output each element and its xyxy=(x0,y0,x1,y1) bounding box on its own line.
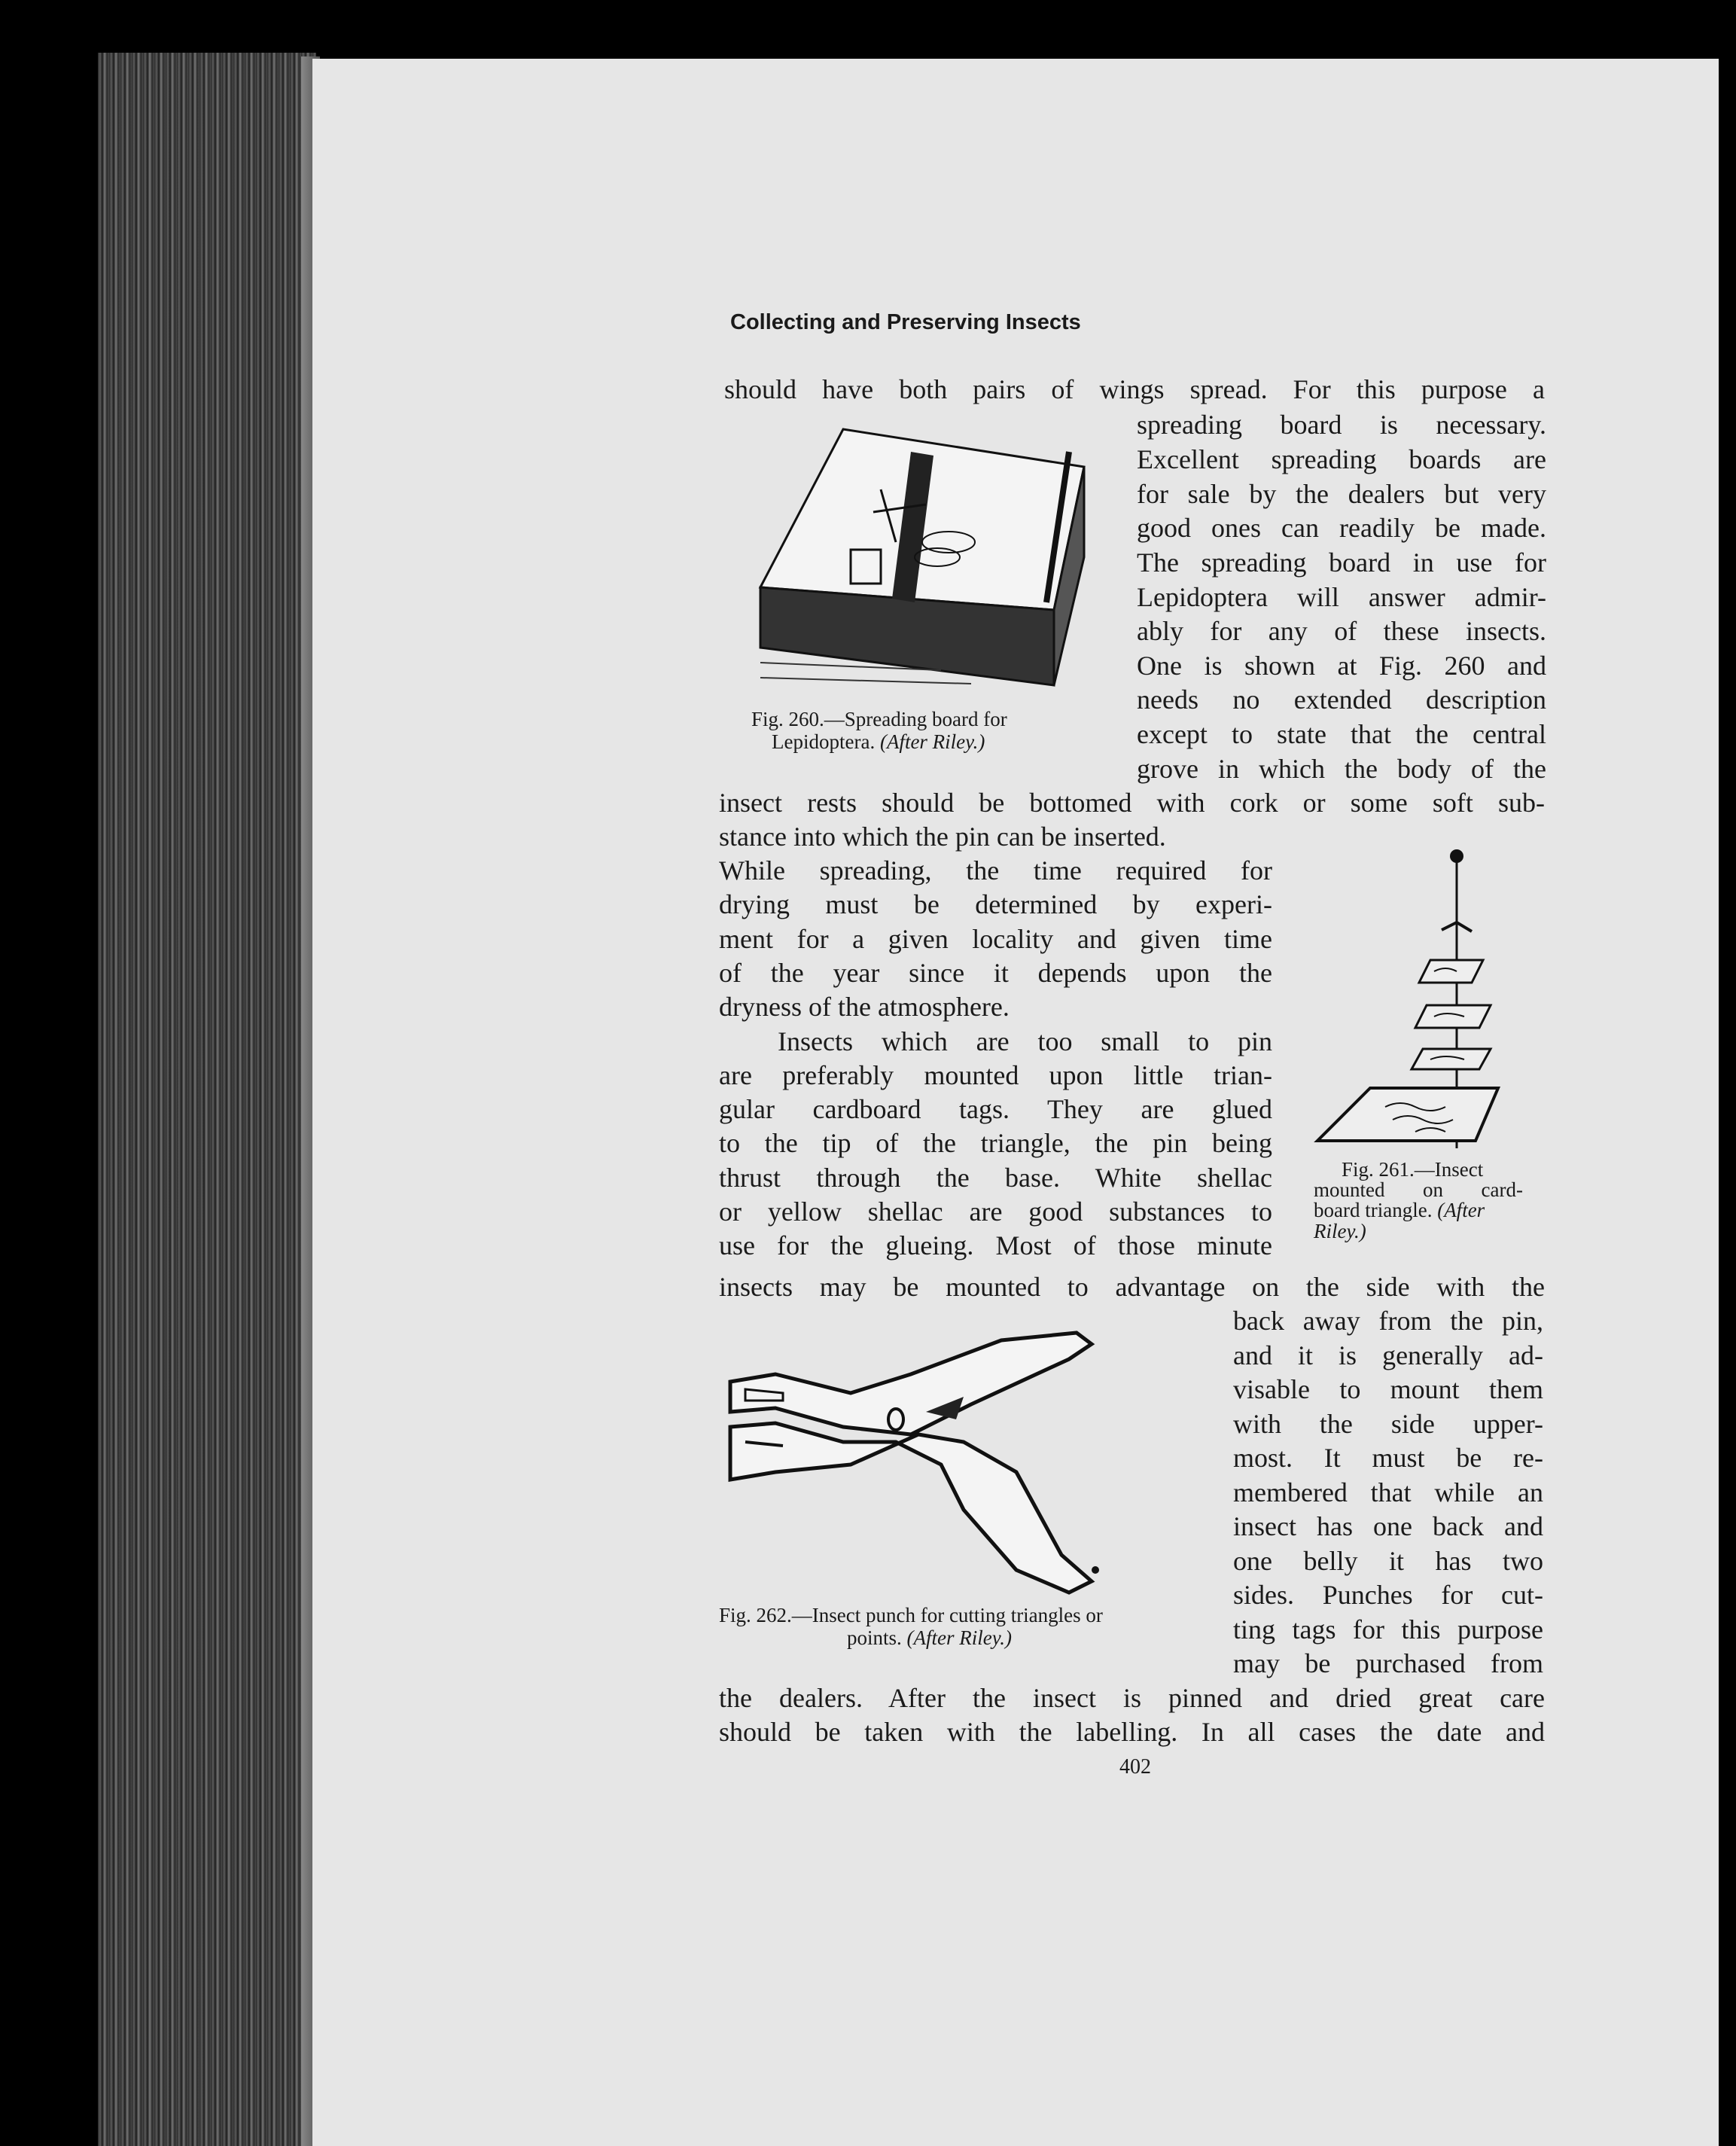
text-line: use for the glueing. Most of those minute xyxy=(719,1230,1272,1260)
text-line: for sale by the dealers but very xyxy=(1137,479,1546,509)
text-line: of the year since it depends upon the xyxy=(719,958,1272,988)
text-line: insect has one back and xyxy=(1233,1511,1543,1541)
text-line: insects may be mounted to advantage on the side with the xyxy=(719,1272,1545,1302)
fig260-caption-text: Lepidoptera. xyxy=(772,730,876,753)
text-line: ably for any of these insects. xyxy=(1137,616,1546,646)
fig261-caption-text: board triangle. xyxy=(1314,1199,1433,1221)
text-line: Excellent spreading boards are xyxy=(1137,444,1546,474)
text-line: membered that while an xyxy=(1233,1477,1543,1507)
text-line: thrust through the base. White shellac xyxy=(719,1163,1272,1193)
text-line: stance into which the pin can be inserted. xyxy=(719,822,1166,852)
text-line: Lepidoptera will answer admir- xyxy=(1137,582,1546,612)
figure-spreading-board xyxy=(745,422,1099,700)
text-line: Insects which are too small to pin xyxy=(778,1026,1272,1056)
figure-insect-punch xyxy=(715,1321,1205,1600)
text-line: One is shown at Fig. 260 and xyxy=(1137,651,1546,681)
text-line: the dealers. After the insect is pinned and dried great care xyxy=(719,1683,1545,1713)
fig260-caption-line2 xyxy=(772,730,985,753)
text-line: gular cardboard tags. They are glued xyxy=(719,1094,1272,1124)
text-line: good ones can readily be made. xyxy=(1137,513,1546,543)
text-line: most. It must be re- xyxy=(1233,1443,1543,1473)
fig261-caption-line1: Fig. 261.—Insect xyxy=(1342,1158,1484,1181)
fig262-caption-line1: Fig. 262.—Insect punch for cutting triangles or xyxy=(719,1604,1103,1626)
fig260-caption-line1: Fig. 260.—Spreading board for xyxy=(751,708,1007,730)
running-header: Collecting and Preserving Insects xyxy=(730,310,1081,334)
book-page xyxy=(312,59,1719,2146)
text-line: and it is generally ad- xyxy=(1233,1340,1543,1370)
text-line: to the tip of the triangle, the pin being xyxy=(719,1128,1272,1158)
fig261-caption-line3 xyxy=(1314,1199,1485,1221)
text-line: one belly it has two xyxy=(1233,1546,1543,1576)
text-line: may be purchased from xyxy=(1233,1648,1543,1678)
fig262-caption-text: points. xyxy=(847,1626,902,1649)
text-line: with the side upper- xyxy=(1233,1409,1543,1439)
pinned-labels-illustration xyxy=(1302,847,1528,1156)
fig262-credit: (After Riley.) xyxy=(906,1626,1012,1649)
fig260-credit: (After Riley.) xyxy=(879,730,985,753)
text-line: dryness of the atmosphere. xyxy=(719,992,1010,1022)
text-line: should be taken with the labelling. In all cases the date and xyxy=(719,1717,1545,1747)
fig262-caption-line2 xyxy=(847,1626,1012,1649)
text-line: needs no extended description xyxy=(1137,684,1546,715)
text-line: drying must be determined by experi- xyxy=(719,889,1272,919)
fig261-caption-line2: mounted on card- xyxy=(1314,1178,1523,1201)
text-line: back away from the pin, xyxy=(1233,1306,1543,1336)
punch-pliers-illustration xyxy=(715,1321,1205,1600)
text-line: While spreading, the time required for xyxy=(719,855,1272,886)
text-line: visable to mount them xyxy=(1233,1374,1543,1404)
text-line: sides. Punches for cut- xyxy=(1233,1580,1543,1610)
text-line: insect rests should be bottomed with cork or some soft sub- xyxy=(719,788,1545,818)
text-line: or yellow shellac are good substances to xyxy=(719,1196,1272,1227)
text-line: spreading board is necessary. xyxy=(1137,410,1546,440)
text-line: The spreading board in use for xyxy=(1137,547,1546,578)
figure-mounted-triangle xyxy=(1302,847,1528,1156)
fig261-caption-line4 xyxy=(1314,1220,1366,1242)
spreading-board-illustration xyxy=(745,422,1099,700)
text-line: except to state that the central xyxy=(1137,719,1546,749)
text-line: grove in which the body of the xyxy=(1137,754,1546,784)
fig261-credit-b: Riley.) xyxy=(1314,1220,1366,1242)
page-number: 402 xyxy=(1119,1755,1151,1779)
text-line: ting tags for this purpose xyxy=(1233,1614,1543,1645)
fig261-credit-a: (After xyxy=(1437,1199,1485,1221)
text-line: ment for a given locality and given time xyxy=(719,924,1272,954)
text-line: are preferably mounted upon little trian- xyxy=(719,1060,1272,1090)
text-line: should have both pairs of wings spread. For this purpose a xyxy=(724,374,1545,404)
